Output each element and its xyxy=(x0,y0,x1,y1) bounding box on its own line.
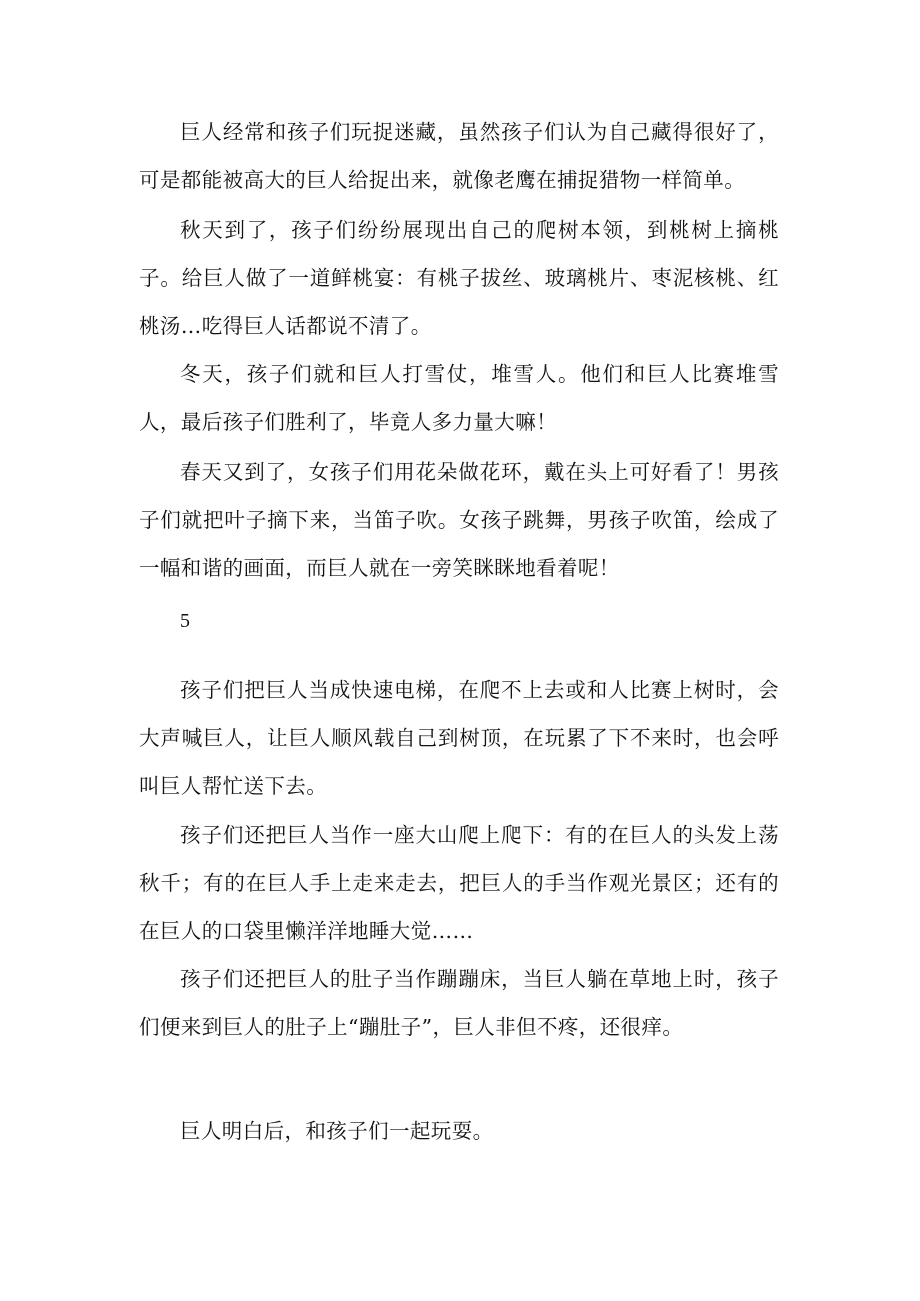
paragraph-spring: 春天又到了，女孩子们用花朵做花环，戴在头上可好看了！男孩子们就把叶子摘下来，当笛子吹。女孩子跳舞，男孩子吹笛，绘成了一幅和谐的画面，而巨人就在一旁笑眯眯地看着呢！ xyxy=(139,460,779,580)
paragraph-winter: 冬天，孩子们就和巨人打雪仗，堆雪人。他们和巨人比赛堆雪人，最后孩子们胜利了，毕竟人多力量大嘛！ xyxy=(139,362,779,434)
paragraph-closing: 巨人明白后，和孩子们一起玩耍。 xyxy=(180,1119,494,1143)
paragraph-mountain: 孩子们还把巨人当作一座大山爬上爬下：有的在巨人的头发上荡秋千；有的在巨人手上走来走去，把巨人的手当作观光景区；还有的在巨人的口袋里懒洋洋地睡大觉…… xyxy=(139,823,779,943)
paragraph-elevator: 孩子们把巨人当成快速电梯，在爬不上去或和人比赛上树时，会大声喊巨人，让巨人顺风载自己到树顶，在玩累了下不来时，也会呼叫巨人帮忙送下去。 xyxy=(139,678,779,798)
paragraph-autumn: 秋天到了，孩子们纷纷展现出自己的爬树本领，到桃树上摘桃子。给巨人做了一道鲜桃宴：有桃子拔丝、玻璃桃片、枣泥核桃、红桃汤…吃得巨人话都说不清了。 xyxy=(139,218,779,338)
section-number: 5 xyxy=(180,610,190,632)
paragraph-trampoline: 孩子们还把巨人的肚子当作蹦蹦床，当巨人躺在草地上时，孩子们便来到巨人的肚子上“蹦肚子”，巨人非但不疼，还很痒。 xyxy=(139,967,779,1039)
paragraph-hide-and-seek: 巨人经常和孩子们玩捉迷藏，虽然孩子们认为自己藏得很好了，可是都能被高大的巨人给捉出来，就像老鹰在捕捉猎物一样简单。 xyxy=(139,120,779,192)
